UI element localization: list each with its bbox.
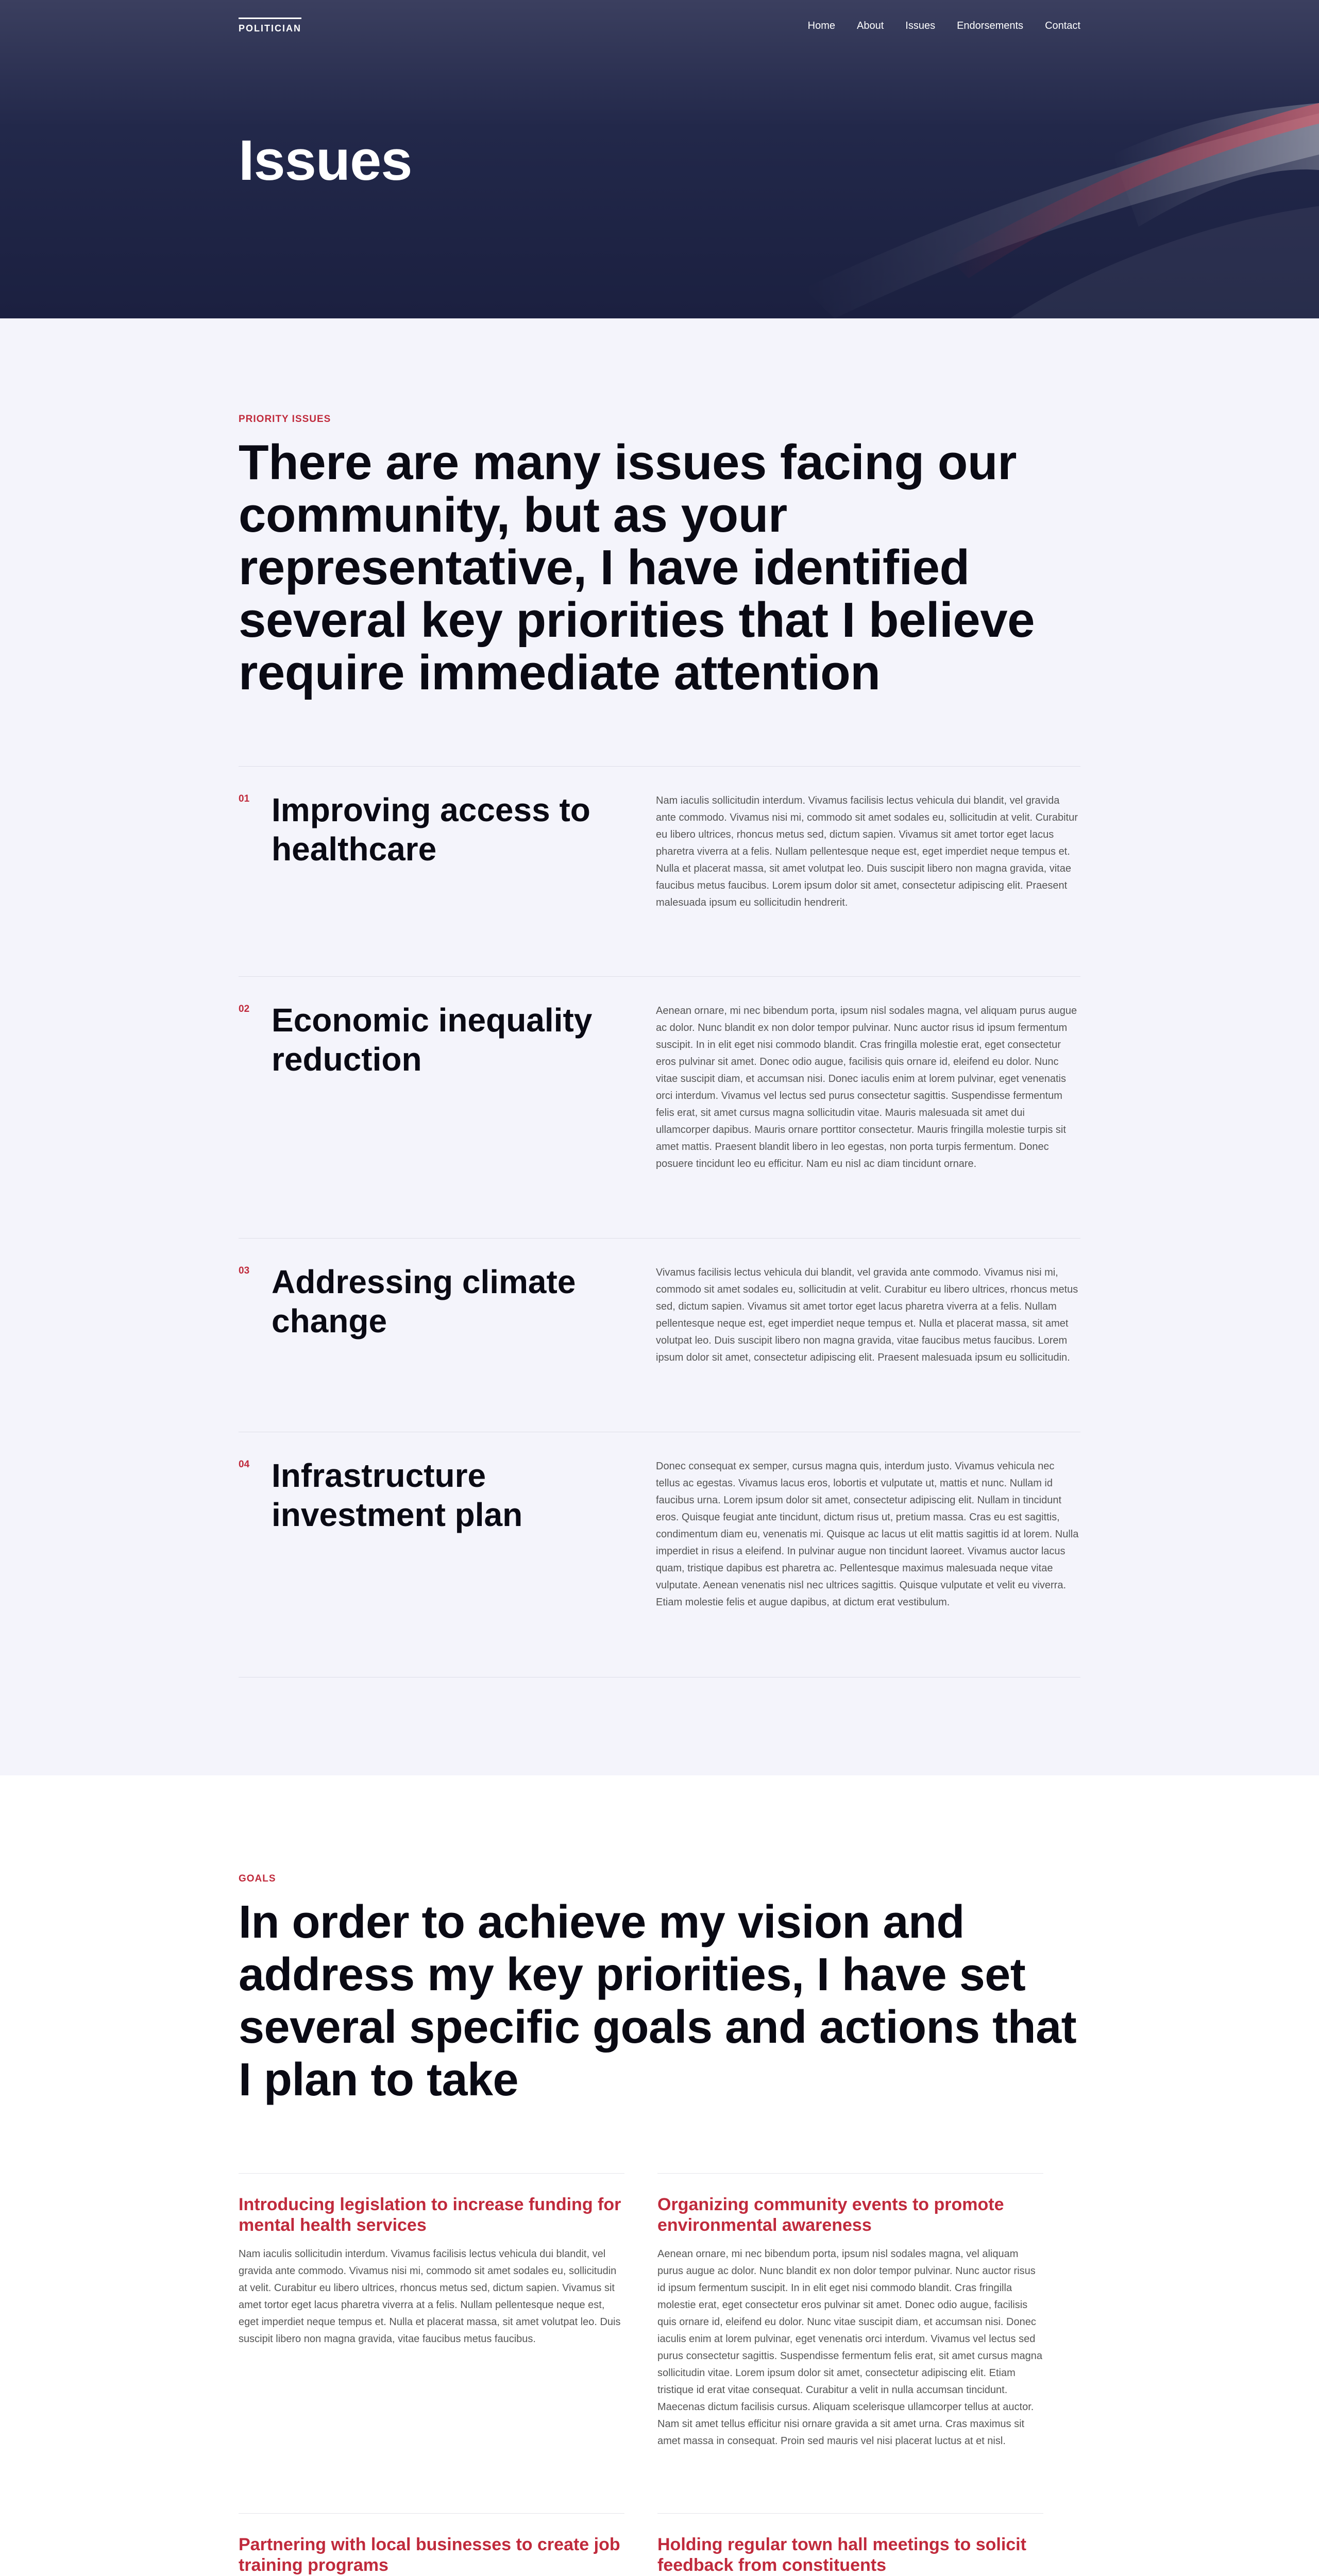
nav-issues-link[interactable]: Issues bbox=[905, 20, 936, 31]
priority-title: Improving access to healthcare bbox=[272, 791, 590, 868]
goal-card bbox=[657, 2513, 1043, 2576]
top-nav bbox=[239, 0, 1080, 52]
priority-list bbox=[239, 766, 1080, 1677]
goal-title: Partnering with local businesses to create job training programs bbox=[239, 2535, 620, 2575]
priority-number: 04 bbox=[239, 1459, 250, 1470]
priority-title: Addressing climate change bbox=[272, 1263, 576, 1340]
priority-item bbox=[239, 1432, 1080, 1677]
nav-endorsements-link[interactable]: Endorsements bbox=[957, 20, 1024, 31]
priority-item bbox=[239, 767, 1080, 977]
priority-text: Aenean ornare, mi nec bibendum porta, ipsum nisl sodales magna, vel aliquam purus augue ac dolor. Nunc blandit ex non dolor tempor pulvinar. Nunc auctor risus id ipsum fermentum suscipit. In in elit eget nisi commodo blandit. Cras fringilla molestie erat, eget consectetur eros pulvinar sit amet. Donec odio augue, facilisis quis ornare id, eleifend eu dolor. Nunc vitae suscipit diam, et accumsan nisi. Donec iaculis enim at lorem pulvinar, eget venenatis orci interdum. Vivamus vel lectus sed purus consectetur sagittis. Suspendisse fermentum felis erat, sit amet cursus magna sollicitudin vitae. Mauris malesuada sit amet dui ullamcorper dapibus. Mauris ornare porttitor consectetur. Mauris fringilla molestie turpis sit amet mattis. Praesent blandit libero in leo egestas, non porta turpis fermentum. Donec posuere tincidunt leo eu efficitur. Nam eu nisl ac diam tincidunt ornare. bbox=[656, 1005, 1077, 1170]
priority-item bbox=[239, 1239, 1080, 1432]
goals-eyebrow: GOALS bbox=[239, 1873, 276, 1884]
site-logo[interactable]: POLITICIAN bbox=[239, 18, 301, 34]
goal-card bbox=[657, 2173, 1043, 2513]
priority-title: Infrastructure investment plan bbox=[272, 1457, 523, 1533]
nav-contact-link[interactable]: Contact bbox=[1045, 20, 1080, 31]
goals-heading: In order to achieve my vision and address my key priorities, I have set several specific goals and actions that I plan to take bbox=[239, 1896, 1077, 2106]
priorities-heading: There are many issues facing our community, but as your representative, I have identified several key priorities that I believe require immediate attention bbox=[239, 435, 1035, 700]
priority-title: Economic inequality reduction bbox=[272, 1002, 593, 1078]
main-menu bbox=[808, 20, 1080, 32]
priorities-eyebrow: PRIORITY ISSUES bbox=[239, 414, 331, 425]
priority-text: Nam iaculis sollicitudin interdum. Vivamus facilisis lectus vehicula dui blandit, vel gravida ante commodo. Vivamus nisi mi, commodo sit amet sodales eu, sollicitudin at velit. Curabitur eu libero ultrices, rhoncus metus sed, dictum sapien. Vivamus sit amet tortor eget lacus pharetra viverra at a felis. Nullam pellentesque neque est, eget imperdiet neque tempus et. Nulla et placerat massa, sit amet volutpat leo. Duis suscipit libero non magna gravida, vitae faucibus metus faucibus. Lorem ipsum dolor sit amet, consectetur adipiscing elit. Praesent malesuada ipsum eu sollicitudin hendrerit. bbox=[656, 795, 1078, 908]
priority-item bbox=[239, 977, 1080, 1239]
goal-title: Holding regular town hall meetings to solicit feedback from constituents bbox=[657, 2535, 1026, 2575]
priority-number: 03 bbox=[239, 1265, 250, 1276]
goal-text: Aenean ornare, mi nec bibendum porta, ipsum nisl sodales magna, vel aliquam purus augue ac dolor. Nunc blandit ex non dolor tempor pulvinar. Nunc auctor risus id ipsum fermentum suscipit. In in elit eget nisi commodo blandit. Cras fringilla molestie erat, eget consectetur eros pulvinar sit amet. Donec odio augue, facilisis quis ornare id, eleifend eu dolor. Nunc vitae suscipit diam, et accumsan nisi. Donec iaculis enim at lorem pulvinar, eget venenatis orci interdum. Vivamus vel lectus sed purus consectetur sagittis. Suspendisse fermentum felis erat, sit amet cursus magna sollicitudin vitae. Lorem ipsum dolor sit amet, consectetur adipiscing elit. Etiam tristique id erat vitae consequat. Curabitur a velit in nulla accumsan tincidunt. Maecenas dictum facilisis cursus. Aliquam scelerisque ullamcorper tellus at auctor. Nam sit amet tellus efficitur nisi ornare gravida a sit amet urna. Cras maximus sit amet massa in consequat. Proin sed mauris vel nisi placerat luctus at et nisl. bbox=[657, 2248, 1043, 2447]
nav-home-link[interactable]: Home bbox=[807, 20, 836, 31]
goal-text: Nam iaculis sollicitudin interdum. Vivamus facilisis lectus vehicula dui blandit, vel gravida ante commodo. Vivamus nisi mi, commodo sit amet sodales eu, sollicitudin at velit. Curabitur eu libero ultrices, rhoncus metus sed, dictum sapien. Vivamus sit amet tortor eget lacus pharetra viverra at a felis. Nullam pellentesque neque est, eget imperdiet neque tempus et. Nulla et placerat massa, sit amet volutpat leo. Duis suscipit libero non magna gravida, vitae faucibus metus faucibus. bbox=[239, 2248, 621, 2345]
priority-issues-section bbox=[0, 318, 1319, 1775]
priority-number: 01 bbox=[239, 793, 250, 804]
hero-section bbox=[0, 0, 1319, 318]
goal-card bbox=[239, 2513, 624, 2576]
goal-title: Organizing community events to promote environmental awareness bbox=[657, 2195, 1004, 2235]
priority-number: 02 bbox=[239, 1004, 250, 1014]
goal-card bbox=[239, 2173, 624, 2513]
goals-grid bbox=[239, 2173, 1080, 2576]
page-title: Issues bbox=[239, 129, 412, 192]
priority-text: Donec consequat ex semper, cursus magna quis, interdum justo. Vivamus vehicula nec tellus ac egestas. Vivamus lacus eros, lobortis et vulputate ut, mattis et nunc. Nullam id faucibus urna. Lorem ipsum dolor sit amet, consectetur adipiscing elit. Nullam in tincidunt eros. Quisque feugiat ante tincidunt, dictum risus ut, pretium massa. Cras eu est sagittis, condimentum diam eu, venenatis mi. Quisque ac lacus ut elit mattis sagittis id at lorem. Nulla imperdiet in risus a eleifend. In pulvinar augue non tincidunt laoreet. Vivamus auctor lacus quam, tristique dapibus est pharetra ac. Pellentesque maximus malesuada neque vitae vulputate. Aenean venenatis nisl nec ultrices sagittis. Quisque vulputate et velit eu viverra. Etiam molestie felis et augue dapibus, at dictum erat vestibulum. bbox=[656, 1461, 1079, 1608]
nav-about-link[interactable]: About bbox=[857, 20, 884, 31]
goals-section bbox=[0, 1775, 1319, 2576]
goal-title: Introducing legislation to increase funding for mental health services bbox=[239, 2195, 621, 2235]
priority-text: Vivamus facilisis lectus vehicula dui blandit, vel gravida ante commodo. Vivamus nisi mi, commodo sit amet sodales eu, sollicitudin at velit. Curabitur eu libero ultrices, rhoncus metus sed, dictum sapien. Vivamus sit amet tortor eget lacus pharetra viverra at a felis. Nullam pellentesque neque est, eget imperdiet neque tempus et. Nulla et placerat massa, sit amet volutpat leo. Duis suscipit libero non magna gravida, vitae faucibus metus faucibus. Lorem ipsum dolor sit amet, consectetur adipiscing elit. Praesent malesuada ipsum eu sollicitudin. bbox=[656, 1267, 1078, 1363]
